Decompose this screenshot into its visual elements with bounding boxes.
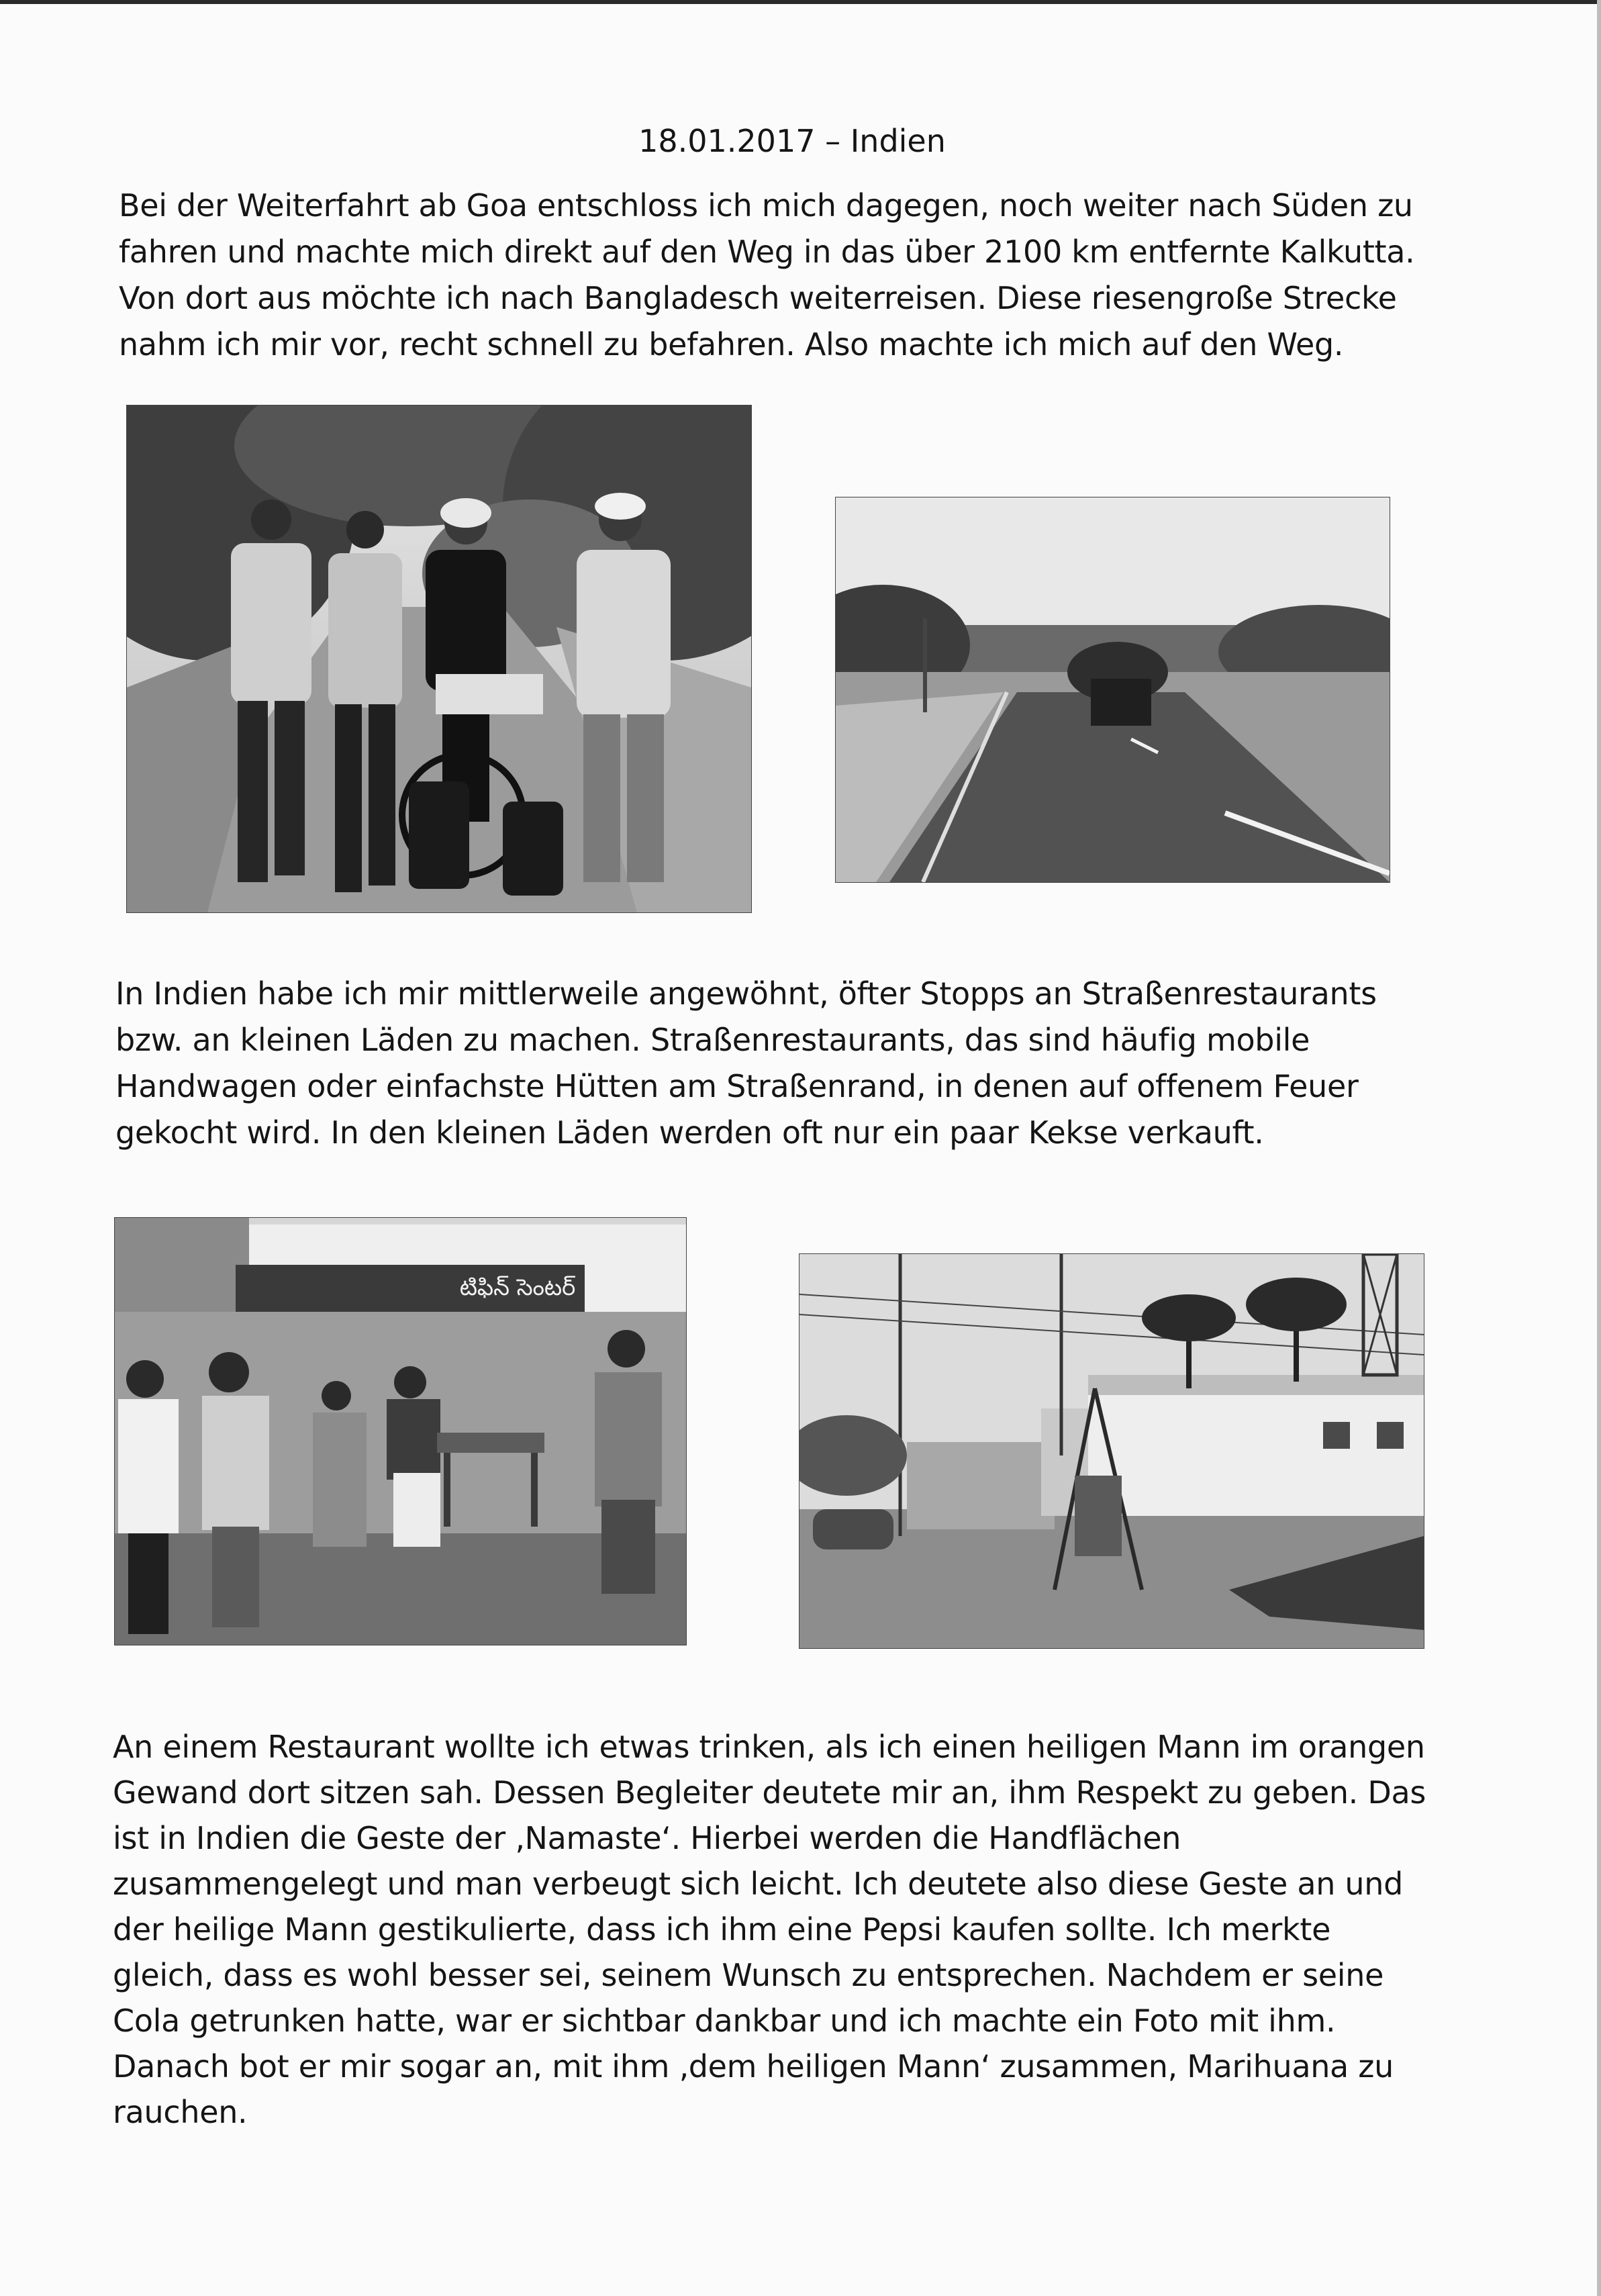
paragraph-3 bbox=[113, 1724, 1426, 2135]
page-title: 18.01.2017 – Indien bbox=[638, 123, 946, 159]
photo-roadside-shop bbox=[799, 1253, 1424, 1649]
paragraph-line: Handwagen oder einfachste Hütten am Straßenrand, in denen auf offenem Feuer bbox=[115, 1068, 1359, 1104]
paragraph-line: gleich, dass es wohl besser sei, seinem Wunsch zu entsprechen. Nachdem er seine bbox=[113, 1957, 1384, 1993]
paragraph-line: In Indien habe ich mir mittlerweile angewöhnt, öfter Stopps an Straßenrestaurants bbox=[115, 975, 1377, 1012]
restaurant-sign-text: టిఫిన్ సెంటర్ bbox=[459, 1274, 576, 1301]
scan-edge-right bbox=[1597, 0, 1601, 2296]
scan-edge-top bbox=[0, 0, 1601, 4]
paragraph-line: Bei der Weiterfahrt ab Goa entschloss ich mich dagegen, noch weiter nach Süden zu bbox=[119, 187, 1413, 224]
photo-roadside-restaurant bbox=[114, 1217, 687, 1645]
photo-highway-truck bbox=[835, 497, 1390, 883]
paragraph-line: An einem Restaurant wollte ich etwas trinken, als ich einen heiligen Mann im orangen bbox=[113, 1729, 1425, 1765]
paragraph-1 bbox=[119, 183, 1415, 368]
paragraph-line: rauchen. bbox=[113, 2094, 248, 2130]
paragraph-line: zusammengelegt und man verbeugt sich leicht. Ich deutete also diese Geste an und bbox=[113, 1866, 1404, 1902]
paragraph-line: Cola getrunken hatte, war er sichtbar dankbar und ich machte ein Foto mit ihm. bbox=[113, 2003, 1336, 2039]
paragraph-line: Von dort aus möchte ich nach Bangladesch weiterreisen. Diese riesengroße Strecke bbox=[119, 280, 1397, 316]
paragraph-line: gekocht wird. In den kleinen Läden werden oft nur ein paar Kekse verkauft. bbox=[115, 1114, 1264, 1151]
paragraph-2 bbox=[115, 971, 1377, 1156]
paragraph-line: ist in Indien die Geste der ‚Namaste‘. Hierbei werden die Handflächen bbox=[113, 1820, 1181, 1856]
paragraph-line: bzw. an kleinen Läden zu machen. Straßenrestaurants, das sind häufig mobile bbox=[115, 1022, 1310, 1058]
paragraph-line: Danach bot er mir sogar an, mit ihm ‚dem heiligen Mann‘ zusammen, Marihuana zu bbox=[113, 2048, 1394, 2085]
paragraph-line: nahm ich mir vor, recht schnell zu befahren. Also machte ich mich auf den Weg. bbox=[119, 326, 1344, 363]
photo-cyclist-with-locals bbox=[126, 405, 752, 913]
paragraph-line: der heilige Mann gestikulierte, dass ich ihm eine Pepsi kaufen sollte. Ich merkte bbox=[113, 1911, 1331, 1948]
paragraph-line: Gewand dort sitzen sah. Dessen Begleiter deutete mir an, ihm Respekt zu geben. Das bbox=[113, 1774, 1426, 1811]
paragraph-line: fahren und machte mich direkt auf den Weg in das über 2100 km entfernte Kalkutta. bbox=[119, 234, 1415, 270]
